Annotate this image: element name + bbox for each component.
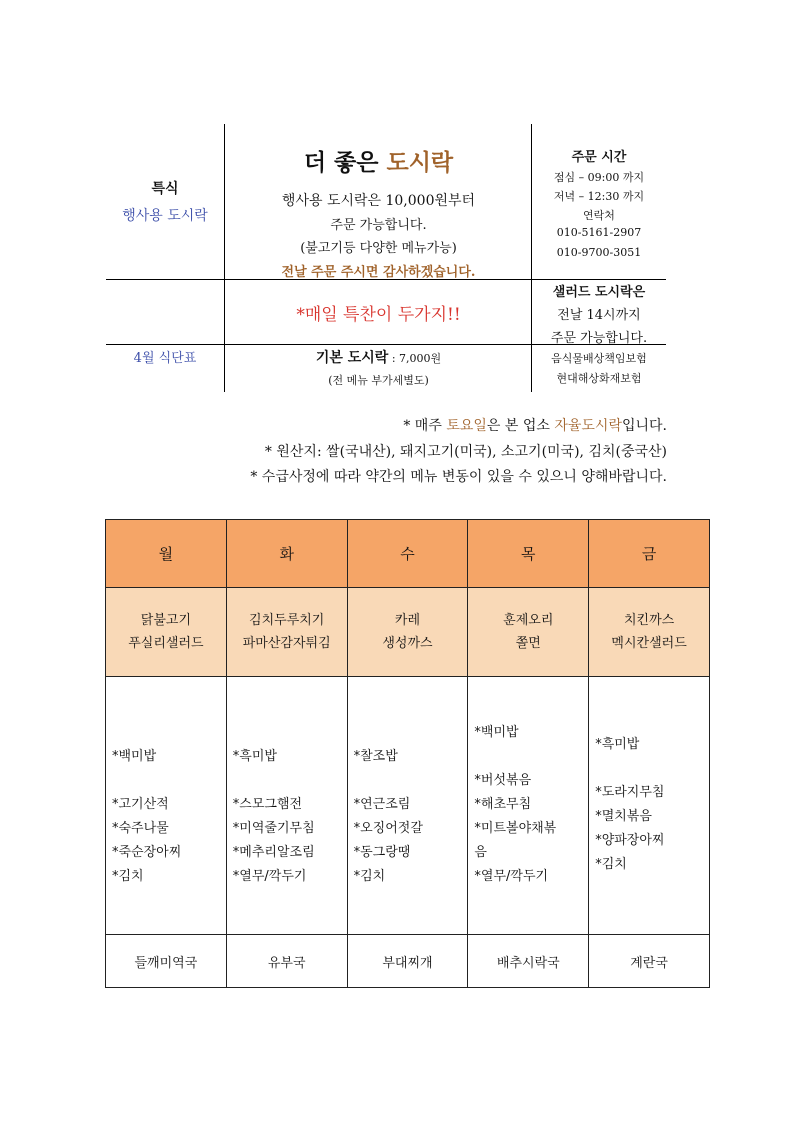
side-item: *숙주나물 [112, 821, 169, 836]
free-lunchbox-highlight: 자율도시락 [554, 418, 622, 434]
brand-title-main: 더 좋은 [303, 149, 387, 176]
saturday-note [403, 415, 667, 435]
rice-item: *백미밥 [474, 725, 519, 740]
main-dish: 쫄면 [515, 636, 541, 651]
order-dinner-deadline: 저녁 – 12:30 까지 [553, 190, 645, 203]
menu-change-note: * 수급사정에 따라 약간의 메뉴 변동이 있을 수 있으니 양해바랍니다. [250, 469, 667, 485]
sides-tue [226, 677, 347, 935]
saturday-highlight: 토요일 [446, 418, 487, 434]
day-thu: 목 [468, 520, 589, 588]
event-order-line: 주문 가능합니다. [330, 218, 427, 233]
rice-item: *찰조밥 [353, 749, 398, 764]
event-menu-line: (불고기등 다양한 메뉴가능) [300, 241, 457, 256]
soup-fri: 계란국 [589, 935, 710, 988]
weekly-menu-table [105, 519, 710, 988]
side-item: *김치 [112, 869, 144, 884]
salad-lunchbox-title: 샐러드 도시락은 [552, 285, 646, 300]
rice-item: *흑미밥 [232, 749, 277, 764]
insurance-line-2: 현대해상화재보험 [556, 372, 642, 385]
main-dish: 푸실리샐러드 [128, 636, 204, 651]
main-mon [106, 588, 227, 677]
contact-label: 연락처 [583, 209, 615, 222]
soup-thu: 배추시락국 [468, 935, 589, 988]
rice-item: *백미밥 [112, 749, 157, 764]
sides-thu [468, 677, 589, 935]
main-dish: 치킨까스 [623, 613, 675, 628]
side-item: *메추리알조림 [232, 845, 315, 860]
side-item: *오징어젓갈 [353, 821, 423, 836]
daily-special-notice: *매일 특찬이 두가지!! [296, 305, 461, 325]
soup-mon: 들깨미역국 [106, 935, 227, 988]
rice-item: *흑미밥 [595, 737, 640, 752]
soup-wed: 부대찌개 [347, 935, 468, 988]
main-dish: 파마산감자튀김 [242, 636, 331, 651]
saturday-note-suffix: 입니다. [621, 418, 667, 434]
side-item: *죽순장아찌 [112, 845, 182, 860]
saturday-note-prefix: * 매주 [403, 418, 447, 434]
salad-order-deadline: 전날 14시까지 [557, 308, 641, 323]
main-fri [589, 588, 710, 677]
main-dish: 훈제오리 [503, 613, 554, 628]
main-dish: 생성까스 [382, 636, 433, 651]
side-item: *해초무침 [474, 797, 532, 812]
order-time-title: 주문 시간 [571, 150, 627, 165]
day-fri: 금 [589, 520, 710, 588]
side-item: *김치 [353, 869, 386, 884]
vat-note: (전 메뉴 부가세별도) [328, 374, 429, 387]
april-menu-label: 4월 식단표 [133, 351, 197, 366]
side-item: *고기산적 [112, 797, 169, 812]
main-dish: 닭불고기 [140, 613, 192, 628]
side-item: *미트볼야채볶 [474, 821, 557, 836]
side-item: *도라지무침 [595, 785, 665, 800]
basic-lunchbox-price [226, 347, 531, 367]
weekday-row [106, 520, 710, 588]
salad-order-available: 주문 가능합니다. [550, 331, 648, 346]
event-price-line: 행사용 도시락은 10,000원부터 [281, 193, 476, 209]
main-wed [347, 588, 468, 677]
soup-tue: 유부국 [226, 935, 347, 988]
main-dish: 카레 [394, 613, 421, 628]
sides-wed [347, 677, 468, 935]
side-item: *연근조림 [353, 797, 411, 812]
main-thu [468, 588, 589, 677]
event-lunchbox-label: 행사용 도시락 [122, 208, 208, 224]
side-item: *버섯볶음 [474, 773, 532, 788]
side-item: *멸치볶음 [595, 809, 652, 824]
saturday-note-middle: 은 본 업소 [486, 418, 555, 434]
insurance-line-1: 음식물배상책임보험 [551, 352, 647, 365]
side-item: *양파장아찌 [595, 833, 665, 848]
side-item: *스모그햄전 [232, 797, 303, 812]
phone-number-2: 010-9700-3051 [556, 246, 642, 259]
event-thanks-line: 전날 주문 주시면 감사하겠습니다. [281, 265, 476, 280]
phone-number-1: 010-5161-2907 [556, 226, 642, 239]
side-item: 음 [474, 845, 487, 860]
side-item: *동그랑땡 [353, 845, 411, 860]
day-wed: 수 [347, 520, 468, 588]
basic-lunchbox-label: 기본 도시락 [315, 350, 389, 366]
day-tue: 화 [226, 520, 347, 588]
brand-title-accent: 도시락 [386, 149, 454, 176]
header-divider-2 [531, 124, 532, 392]
side-item: *김치 [595, 857, 627, 872]
brand-title [226, 144, 531, 177]
main-dish-row [106, 588, 710, 677]
main-dish: 김치두루치기 [249, 613, 325, 628]
main-dish: 멕시칸샐러드 [611, 636, 687, 651]
side-item: *미역줄기무침 [232, 821, 315, 836]
sides-fri [589, 677, 710, 935]
origin-note: * 원산지: 쌀(국내산), 돼지고기(미국), 소고기(미국), 김치(중국산) [264, 444, 667, 460]
soup-row [106, 935, 710, 988]
side-item: *열무/깍두기 [474, 869, 549, 884]
special-label: 특식 [151, 181, 179, 197]
day-mon: 월 [106, 520, 227, 588]
header-divider-1 [224, 124, 225, 392]
side-dish-row [106, 677, 710, 935]
order-lunch-deadline: 점심 – 09:00 까지 [553, 171, 645, 184]
sides-mon [106, 677, 227, 935]
basic-lunchbox-amount: : 7,000원 [388, 352, 442, 365]
main-tue [226, 588, 347, 677]
side-item: *열무/깍두기 [232, 869, 307, 884]
